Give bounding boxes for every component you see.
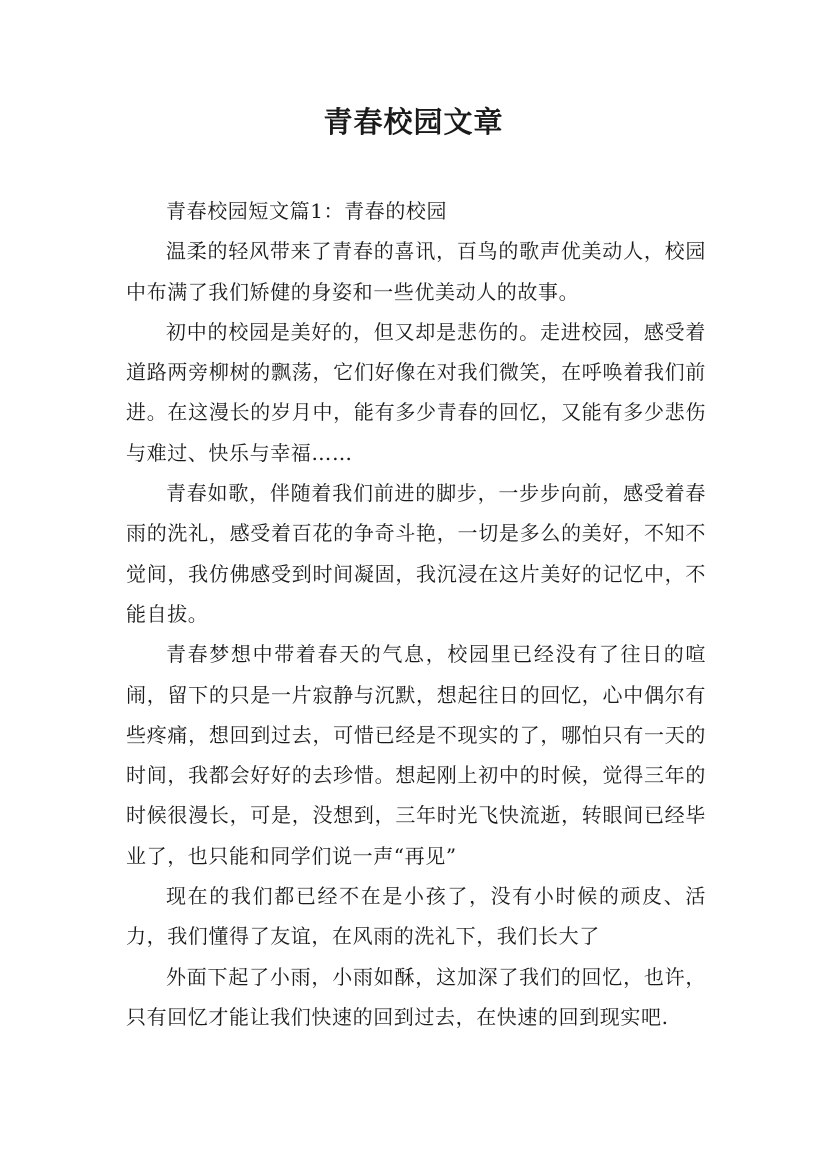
paragraph: 青春梦想中带着春天的气息，校园里已经没有了往日的喧闹，留下的只是一片寂静与沉默，想起往日的回忆，心中偶尔有些疼痛，想回到过去，可惜已经是不现实的了，哪怕只有一天的时间，我都会好好的去珍惜。想起刚上初中的时候，觉得三年的时候很漫长，可是，没想到，三年时光飞快流逝，转眼间已经毕业了，也只能和同学们说一声“再见” bbox=[126, 642, 706, 868]
section-heading: 青春校园短文篇1：青春的校园 bbox=[166, 199, 448, 223]
paragraph: 外面下起了小雨，小雨如酥，这加深了我们的回忆，也许，只有回忆才能让我们快速的回到过去，在快速的回到现实吧. bbox=[126, 964, 706, 1029]
document-body bbox=[126, 191, 706, 1037]
document-title: 青春校园文章 bbox=[323, 105, 504, 139]
paragraph: 初中的校园是美好的，但又却是悲伤的。走进校园，感受着道路两旁柳树的飘荡，它们好像在对我们微笑，在呼唤着我们前进。在这漫长的岁月中，能有多少青春的回忆，又能有多少悲伤与难过、快乐与幸福…… bbox=[126, 319, 706, 465]
paragraph: 现在的我们都已经不在是小孩了，没有小时候的顽皮、活力，我们懂得了友谊，在风雨的洗礼下，我们长大了 bbox=[126, 884, 706, 949]
paragraph: 温柔的轻风带来了青春的喜讯，百鸟的歌声优美动人，校园中布满了我们矫健的身姿和一些优美动人的故事。 bbox=[126, 239, 706, 304]
paragraph: 青春如歌，伴随着我们前进的脚步，一步步向前，感受着春雨的洗礼，感受着百花的争奇斗艳，一切是多么的美好，不知不觉间，我仿佛感受到时间凝固，我沉浸在这片美好的记忆中，不能自拔。 bbox=[126, 481, 706, 626]
